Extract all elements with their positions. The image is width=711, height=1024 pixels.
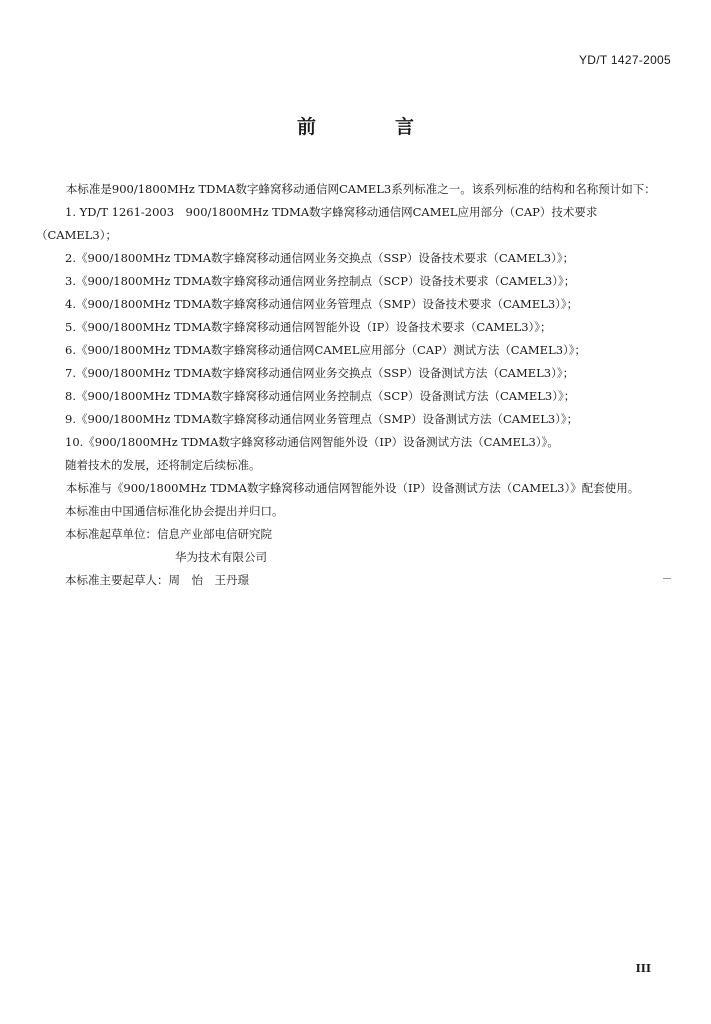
preface-body (36, 178, 676, 592)
list-item: 3.《900/1800MHz TDMA数字蜂窝移动通信网业务控制点（SCP）设备技术要求（CAMEL3）》； (65, 274, 576, 288)
list-item: 6.《900/1800MHz TDMA数字蜂窝移动通信网CAMEL应用部分（CAP）测试方法（CAMEL3）》； (65, 343, 587, 357)
list-item: 9.《900/1800MHz TDMA数字蜂窝移动通信网业务管理点（SMP）设备测试方法（CAMEL3）》； (65, 412, 579, 426)
intro-paragraph: 本标准是900/1800MHz TDMA数字蜂窝移动通信网CAMEL3系列标准之一。该系列标准的结构和名称预计如下： (65, 182, 656, 196)
drafters-label: 本标准主要起草人： (65, 573, 169, 587)
list-item: 10.《900/1800MHz TDMA数字蜂窝移动通信网智能外设（IP）设备测试方法（CAMEL3）》。 (65, 435, 559, 449)
followup-paragraph: 随着技术的发展，还将制定后续标准。 (65, 458, 261, 472)
proposer-line: 本标准由中国通信标准化协会提出并归口。 (65, 504, 284, 518)
list-item: 1. YD/T 1261-2003 900/1800MHz TDMA数字蜂窝移动通信网CAMEL应用部分（CAP）技术要求（CAMEL3）； (36, 205, 598, 242)
list-item: 5.《900/1800MHz TDMA数字蜂窝移动通信网智能外设（IP）设备技术要求（CAMEL3）》； (65, 320, 552, 334)
drafters-names: 周 怡 王丹璟 (168, 573, 249, 587)
standard-code: YD/T 1427-2005 (578, 53, 671, 67)
companion-paragraph: 本标准与《900/1800MHz TDMA数字蜂窝移动通信网智能外设（IP）设备测试方法（CAMEL3）》配套使用。 (65, 481, 640, 495)
drafting-unit-2: 华为技术有限公司 (175, 550, 267, 564)
page-title: 前 言 (296, 116, 444, 138)
drafting-unit-line (36, 523, 676, 546)
drafters-line (36, 569, 676, 592)
list-item: 8.《900/1800MHz TDMA数字蜂窝移动通信网业务控制点（SCP）设备测试方法（CAMEL3）》； (65, 389, 576, 403)
list-item: 2.《900/1800MHz TDMA数字蜂窝移动通信网业务交换点（SSP）设备技术要求（CAMEL3）》； (65, 251, 575, 265)
drafting-unit-1: 信息产业部电信研究院 (157, 527, 272, 541)
list-item: 4.《900/1800MHz TDMA数字蜂窝移动通信网业务管理点（SMP）设备技术要求（CAMEL3）》； (65, 297, 579, 311)
page-number: III (635, 962, 651, 975)
drafting-unit-label: 本标准起草单位： (65, 527, 157, 541)
margin-mark (663, 578, 671, 579)
list-item: 7.《900/1800MHz TDMA数字蜂窝移动通信网业务交换点（SSP）设备测试方法（CAMEL3）》； (65, 366, 575, 380)
